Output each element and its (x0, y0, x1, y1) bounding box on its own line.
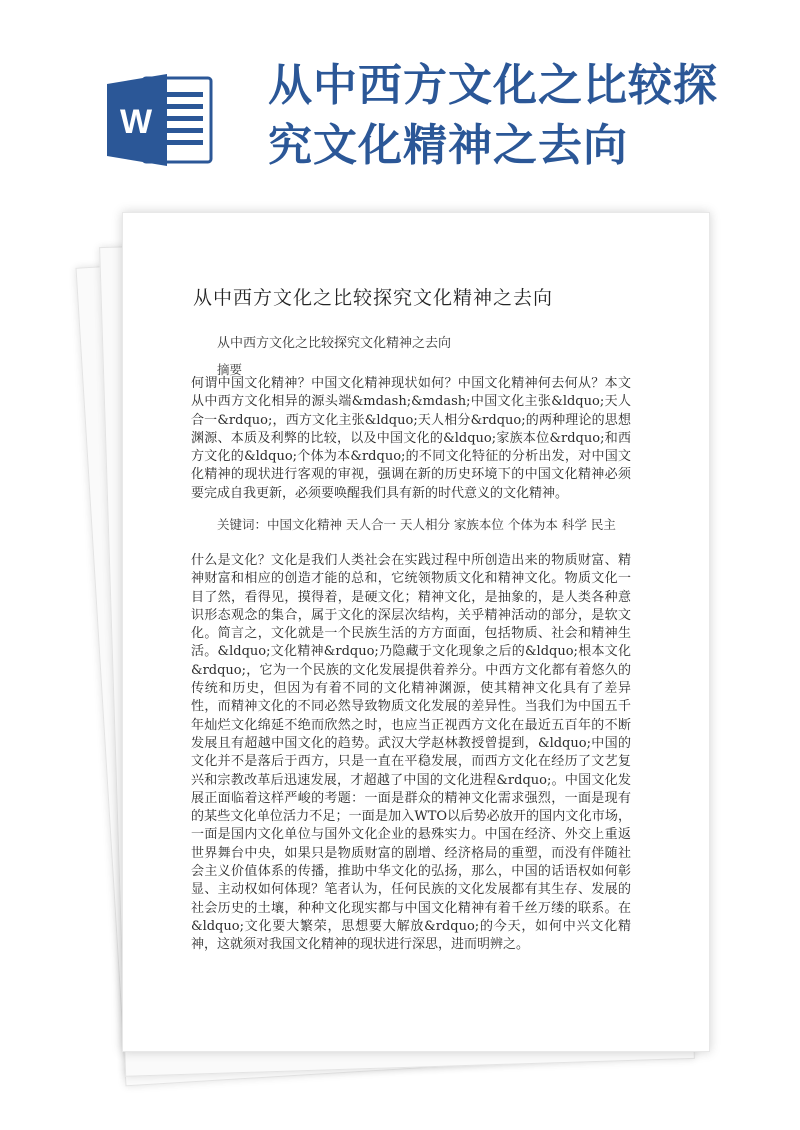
abstract-label: 摘要 (217, 362, 243, 377)
word-document-icon (105, 70, 215, 170)
document-title: 从中西方文化之比较探究文化精神之去向 (193, 287, 554, 309)
abstract-text: 何谓中国文化精神？中国文化精神现状如何？中国文化精神何去何从？本文从中西方文化相异的源头端&mdash;&mdash;中国文化主张&ldquo;天人合一&rdquo;，西方文化主张&ldquo;天人相分&rdquo;的两种理论的思想渊源、本质及利弊的比较，以及中国文化的&ldquo;家族本位&rdquo;和西方文化的&ldquo;个体为本&rdquo;的不同文化特征的分析出发，对中国文化精神的现状进行客观的审视，强调在新的历史环境下的中国文化精神必须要完成自我更新，必须要唤醒我们具有新的时代意义的文化精神。 (191, 376, 631, 501)
document-page (122, 212, 710, 1052)
keywords-line: 关键词：中国文化精神 天人合一 天人相分 家族本位 个体为本 科学 民主 (217, 517, 616, 532)
banner-title: 从中西方文化之比较探究文化精神之去向 (268, 60, 718, 171)
banner-header (0, 0, 800, 210)
document-subtitle: 从中西方文化之比较探究文化精神之去向 (217, 336, 452, 351)
svg-text:W: W (119, 103, 153, 141)
body-paragraph: 什么是文化？文化是我们人类社会在实践过程中所创造出来的物质财富、精神财富和相应的创造才能的总和，它统领物质文化和精神文化。物质文化一目了然，看得见，摸得着，是硬文化；精神文化，是抽象的，是人类各种意识形态观念的集合，属于文化的深层次结构，关乎精神活动的部分，是软文化。简言之，文化就是一个民族生活的方方面面，包括物质、社会和精神生活。&ldquo;文化精神&rdquo;乃隐藏于文化现象之后的&ldquo;根本文化&rdquo;，它为一个民族的文化发展提供着养分。中西方文化都有着悠久的传统和历史，但因为有着不同的文化精神渊源，使其精神文化具有了差异性，而精神文化的不同必然导致物质文化发展的差异性。当我们为中国五千年灿烂文化绵延不绝而欣然之时，也应当正视西方文化在最近五百年的不断发展且有超越中国文化的趋势。武汉大学赵林教授曾提到，&ldquo;中国的文化并不是落后于西方，只是一直在平稳发展，而西方文化在经历了文艺复兴和宗教改革后迅速发展，才超越了中国的文化进程&rdquo;。中国文化发展正面临着这样严峻的考题：一面是群众的精神文化需求强烈，一面是现有的某些文化单位活力不足；一面是加入WTO以后势必放开的国内文化市场，一面是国内文化单位与国外文化企业的悬殊实力。中国在经济、外交上重返世界舞台中央，如果只是物质财富的剧增、经济格局的重塑，而没有伴随社会主义价值体系的传播，推助中华文化的弘扬，那么，中国的话语权如何彰显、主动权如何体现？笔者认为，任何民族的文化发展都有其生存、发展的社会历史的土壤，种种文化现实都与中国文化精神有着千丝万缕的联系。在&ldquo;文化要大繁荣，思想要大解放&rdquo;的今天，如何中兴文化精神，这就须对我国文化精神的现状进行深思，进而明辨之。 (191, 553, 631, 953)
